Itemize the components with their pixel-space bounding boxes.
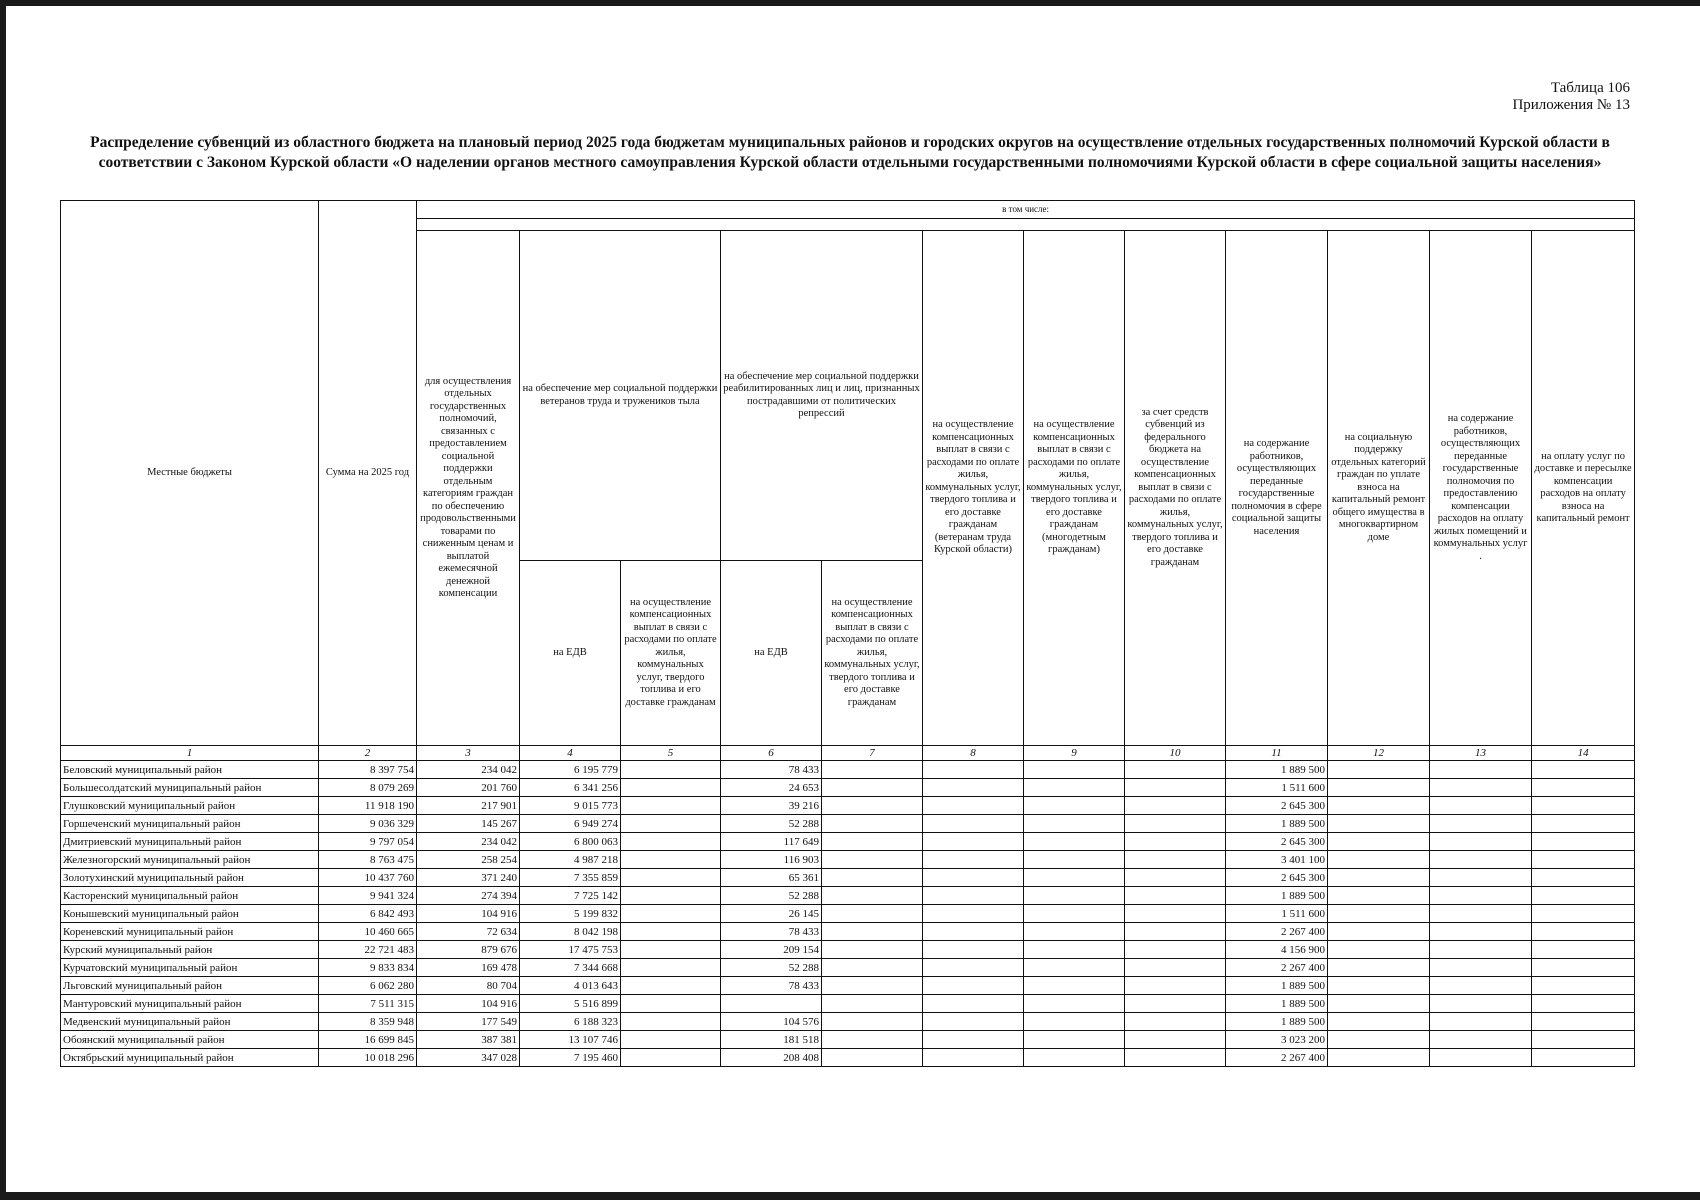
municipality-name: Мантуровский муниципальный район (61, 995, 319, 1013)
cell-col4: 7 725 142 (520, 887, 621, 905)
cell-col10 (1125, 995, 1226, 1013)
cell-col4: 5 199 832 (520, 905, 621, 923)
cell-col13 (1430, 779, 1532, 797)
cell-col14 (1532, 851, 1635, 869)
cell-col14 (1532, 797, 1635, 815)
header-col8: на осуществление компенсационных выплат в связи с расходами по оплате жилья, коммунальных услуг, твердого топлива и его доставке гражданам (ветеранам труда Курской области) (923, 231, 1024, 746)
cell-col5 (621, 869, 721, 887)
municipality-name: Глушковский муниципальный район (61, 797, 319, 815)
cell-col9 (1024, 761, 1125, 779)
cell-col8 (923, 923, 1024, 941)
cell-col11: 2 645 300 (1226, 869, 1328, 887)
table-row (61, 977, 1635, 995)
cell-col14 (1532, 1013, 1635, 1031)
column-number-row (61, 746, 1635, 761)
cell-col11: 1 889 500 (1226, 887, 1328, 905)
column-number: 3 (417, 746, 520, 761)
header-col7-housing-comp: на осуществление компенсационных выплат в связи с расходами по оплате жилья, коммунальных услуг, твердого топлива и его доставке гражданам (822, 561, 923, 746)
cell-col11: 1 889 500 (1226, 1013, 1328, 1031)
cell-col6: 209 154 (721, 941, 822, 959)
cell-col3: 879 676 (417, 941, 520, 959)
cell-col5 (621, 1031, 721, 1049)
cell-col8 (923, 833, 1024, 851)
cell-col9 (1024, 797, 1125, 815)
cell-col8 (923, 815, 1024, 833)
header-veterans-support: на обеспечение мер социальной поддержки ветеранов труда и тружеников тыла (520, 231, 721, 561)
column-number: 1 (61, 746, 319, 761)
cell-col2: 6 062 280 (319, 977, 417, 995)
cell-col9 (1024, 815, 1125, 833)
cell-col3: 145 267 (417, 815, 520, 833)
municipality-name: Курчатовский муниципальный район (61, 959, 319, 977)
cell-col10 (1125, 959, 1226, 977)
cell-col10 (1125, 887, 1226, 905)
column-number: 6 (721, 746, 822, 761)
cell-col13 (1430, 833, 1532, 851)
cell-col6: 52 288 (721, 959, 822, 977)
cell-col3: 217 901 (417, 797, 520, 815)
cell-col12 (1328, 797, 1430, 815)
cell-col4: 4 013 643 (520, 977, 621, 995)
header-col5-housing-comp: на осуществление компенсационных выплат в связи с расходами по оплате жилья, коммунальных услуг, твердого топлива и его доставке гражданам (621, 561, 721, 746)
cell-col2: 9 941 324 (319, 887, 417, 905)
cell-col7 (822, 1013, 923, 1031)
cell-col10 (1125, 869, 1226, 887)
cell-col9 (1024, 1049, 1125, 1067)
cell-col10 (1125, 977, 1226, 995)
cell-col9 (1024, 995, 1125, 1013)
header-col9: на осуществление компенсационных выплат в связи с расходами по оплате жилья, коммунальных услуг, твердого топлива и его доставке гражданам (многодетным гражданам) (1024, 231, 1125, 746)
cell-col12 (1328, 1013, 1430, 1031)
header-col13: на содержание работников, осуществляющих переданные государственные полномочия по предоставлению компенсации расходов на оплату жилых помещений и коммунальных услуг . (1430, 231, 1532, 746)
cell-col5 (621, 761, 721, 779)
cell-col13 (1430, 887, 1532, 905)
column-number: 9 (1024, 746, 1125, 761)
cell-col13 (1430, 1049, 1532, 1067)
cell-col13 (1430, 761, 1532, 779)
cell-col10 (1125, 1049, 1226, 1067)
cell-col2: 8 359 948 (319, 1013, 417, 1031)
appendix-number: Приложения № 13 (1512, 97, 1630, 113)
column-number: 2 (319, 746, 417, 761)
cell-col12 (1328, 959, 1430, 977)
cell-col5 (621, 959, 721, 977)
cell-col10 (1125, 797, 1226, 815)
cell-col2: 8 763 475 (319, 851, 417, 869)
cell-col5 (621, 887, 721, 905)
cell-col2: 10 437 760 (319, 869, 417, 887)
column-number: 4 (520, 746, 621, 761)
cell-col7 (822, 977, 923, 995)
cell-col7 (822, 869, 923, 887)
cell-col3: 387 381 (417, 1031, 520, 1049)
cell-col13 (1430, 923, 1532, 941)
cell-col8 (923, 1049, 1024, 1067)
cell-col6: 104 576 (721, 1013, 822, 1031)
cell-col13 (1430, 797, 1532, 815)
header-col11: на содержание работников, осуществляющих переданные государственные полномочия в сфере социальной защиты населения (1226, 231, 1328, 746)
municipality-name: Кореневский муниципальный район (61, 923, 319, 941)
column-number: 14 (1532, 746, 1635, 761)
cell-col8 (923, 797, 1024, 815)
scan-border-top (0, 0, 1700, 6)
cell-col7 (822, 761, 923, 779)
cell-col8 (923, 779, 1024, 797)
cell-col12 (1328, 887, 1430, 905)
cell-col4: 6 949 274 (520, 815, 621, 833)
cell-col2: 8 079 269 (319, 779, 417, 797)
cell-col7 (822, 941, 923, 959)
cell-col14 (1532, 815, 1635, 833)
cell-col4: 9 015 773 (520, 797, 621, 815)
table-row (61, 959, 1635, 977)
cell-col11: 4 156 900 (1226, 941, 1328, 959)
cell-col14 (1532, 833, 1635, 851)
cell-col3: 234 042 (417, 833, 520, 851)
header-col6-edv: на ЕДВ (721, 561, 822, 746)
cell-col10 (1125, 923, 1226, 941)
municipality-name: Октябрьский муниципальный район (61, 1049, 319, 1067)
cell-col11: 3 023 200 (1226, 1031, 1328, 1049)
cell-col4: 6 800 063 (520, 833, 621, 851)
cell-col10 (1125, 779, 1226, 797)
cell-col14 (1532, 959, 1635, 977)
cell-col11: 1 511 600 (1226, 779, 1328, 797)
cell-col9 (1024, 941, 1125, 959)
cell-col3: 104 916 (417, 905, 520, 923)
cell-col9 (1024, 869, 1125, 887)
municipality-name: Железногорский муниципальный район (61, 851, 319, 869)
cell-col13 (1430, 977, 1532, 995)
cell-col10 (1125, 851, 1226, 869)
cell-col5 (621, 941, 721, 959)
cell-col7 (822, 1049, 923, 1067)
cell-col4: 6 188 323 (520, 1013, 621, 1031)
cell-col5 (621, 851, 721, 869)
table-body (61, 761, 1635, 1067)
scan-border-left (0, 0, 6, 1200)
cell-col6: 52 288 (721, 815, 822, 833)
cell-col7 (822, 851, 923, 869)
cell-col13 (1430, 815, 1532, 833)
cell-col3: 347 028 (417, 1049, 520, 1067)
cell-col10 (1125, 815, 1226, 833)
cell-col11: 2 267 400 (1226, 1049, 1328, 1067)
cell-col5 (621, 923, 721, 941)
cell-col8 (923, 905, 1024, 923)
cell-col8 (923, 761, 1024, 779)
cell-col3: 258 254 (417, 851, 520, 869)
municipality-name: Касторенский муниципальный район (61, 887, 319, 905)
cell-col12 (1328, 941, 1430, 959)
cell-col7 (822, 815, 923, 833)
table-reference (1512, 80, 1630, 114)
cell-col6: 116 903 (721, 851, 822, 869)
cell-col13 (1430, 959, 1532, 977)
cell-col9 (1024, 977, 1125, 995)
cell-col9 (1024, 779, 1125, 797)
cell-col2: 16 699 845 (319, 1031, 417, 1049)
cell-col6: 52 288 (721, 887, 822, 905)
cell-col5 (621, 779, 721, 797)
cell-col14 (1532, 779, 1635, 797)
cell-col7 (822, 1031, 923, 1049)
cell-col5 (621, 815, 721, 833)
cell-col14 (1532, 761, 1635, 779)
cell-col11: 1 889 500 (1226, 995, 1328, 1013)
municipality-name: Горшеченский муниципальный район (61, 815, 319, 833)
cell-col3: 72 634 (417, 923, 520, 941)
cell-col5 (621, 1049, 721, 1067)
column-number: 7 (822, 746, 923, 761)
cell-col2: 11 918 190 (319, 797, 417, 815)
cell-col5 (621, 995, 721, 1013)
cell-col8 (923, 941, 1024, 959)
table-row (61, 1013, 1635, 1031)
header-repressed-support: на обеспечение мер социальной поддержки реабилитированных лиц и лиц, признанных пострадавшими от политических репрессий (721, 231, 923, 561)
cell-col4: 6 341 256 (520, 779, 621, 797)
municipality-name: Курский муниципальный район (61, 941, 319, 959)
column-number: 12 (1328, 746, 1430, 761)
cell-col2: 10 018 296 (319, 1049, 417, 1067)
cell-col7 (822, 905, 923, 923)
column-number: 5 (621, 746, 721, 761)
cell-col12 (1328, 977, 1430, 995)
cell-col14 (1532, 923, 1635, 941)
cell-col10 (1125, 1013, 1226, 1031)
header-col12: на социальную поддержку отдельных категорий граждан по уплате взноса на капитальный ремонт общего имущества в многоквартирном доме (1328, 231, 1430, 746)
cell-col4: 7 344 668 (520, 959, 621, 977)
cell-col12 (1328, 995, 1430, 1013)
cell-col3: 274 394 (417, 887, 520, 905)
column-number: 10 (1125, 746, 1226, 761)
cell-col3: 201 760 (417, 779, 520, 797)
cell-col2: 8 397 754 (319, 761, 417, 779)
municipality-name: Дмитриевский муниципальный район (61, 833, 319, 851)
cell-col2: 10 460 665 (319, 923, 417, 941)
cell-col12 (1328, 1031, 1430, 1049)
cell-col14 (1532, 869, 1635, 887)
cell-col14 (1532, 1049, 1635, 1067)
cell-col6: 78 433 (721, 761, 822, 779)
document-title: Распределение субвенций из областного бюджета на плановый период 2025 года бюджетам муниципальных районов и городских округов на осуществление отдельных государственных полномочий Курской области в соответствии с Законом Курской области «О наделении органов местного самоуправления Курской области отдельными государственными полномочиями Курской области в сфере социальной защиты населения» (90, 134, 1610, 171)
cell-col14 (1532, 887, 1635, 905)
municipality-name: Беловский муниципальный район (61, 761, 319, 779)
cell-col9 (1024, 851, 1125, 869)
cell-col4: 7 355 859 (520, 869, 621, 887)
header-spacer (417, 219, 1635, 231)
cell-col3: 177 549 (417, 1013, 520, 1031)
cell-col9 (1024, 887, 1125, 905)
cell-col11: 3 401 100 (1226, 851, 1328, 869)
cell-col7 (822, 995, 923, 1013)
table-row (61, 761, 1635, 779)
cell-col4: 8 042 198 (520, 923, 621, 941)
cell-col8 (923, 1031, 1024, 1049)
cell-col9 (1024, 905, 1125, 923)
cell-col7 (822, 779, 923, 797)
table-row (61, 869, 1635, 887)
cell-col6: 39 216 (721, 797, 822, 815)
cell-col5 (621, 1013, 721, 1031)
municipality-name: Конышевский муниципальный район (61, 905, 319, 923)
cell-col8 (923, 851, 1024, 869)
cell-col10 (1125, 761, 1226, 779)
scan-border-bottom (0, 1192, 1700, 1200)
cell-col4: 6 195 779 (520, 761, 621, 779)
header-local-budgets: Местные бюджеты (61, 201, 319, 746)
cell-col9 (1024, 1031, 1125, 1049)
cell-col3: 371 240 (417, 869, 520, 887)
cell-col6: 26 145 (721, 905, 822, 923)
cell-col12 (1328, 869, 1430, 887)
cell-col6: 208 408 (721, 1049, 822, 1067)
cell-col5 (621, 797, 721, 815)
cell-col8 (923, 995, 1024, 1013)
cell-col9 (1024, 1013, 1125, 1031)
municipality-name: Медвенский муниципальный район (61, 1013, 319, 1031)
cell-col3: 169 478 (417, 959, 520, 977)
column-number: 8 (923, 746, 1024, 761)
cell-col2: 7 511 315 (319, 995, 417, 1013)
cell-col3: 234 042 (417, 761, 520, 779)
cell-col14 (1532, 977, 1635, 995)
table-row (61, 905, 1635, 923)
cell-col3: 80 704 (417, 977, 520, 995)
cell-col12 (1328, 923, 1430, 941)
cell-col2: 9 036 329 (319, 815, 417, 833)
cell-col5 (621, 977, 721, 995)
cell-col14 (1532, 995, 1635, 1013)
cell-col12 (1328, 761, 1430, 779)
cell-col3: 104 916 (417, 995, 520, 1013)
cell-col10 (1125, 905, 1226, 923)
cell-col4: 7 195 460 (520, 1049, 621, 1067)
table-row (61, 995, 1635, 1013)
subsidy-table (60, 200, 1635, 1067)
table-row (61, 1049, 1635, 1067)
table-row (61, 779, 1635, 797)
cell-col7 (822, 833, 923, 851)
cell-col2: 9 797 054 (319, 833, 417, 851)
cell-col5 (621, 833, 721, 851)
cell-col6: 24 653 (721, 779, 822, 797)
cell-col11: 1 889 500 (1226, 815, 1328, 833)
cell-col13 (1430, 851, 1532, 869)
cell-col11: 1 511 600 (1226, 905, 1328, 923)
header-col4-edv: на ЕДВ (520, 561, 621, 746)
cell-col12 (1328, 815, 1430, 833)
cell-col12 (1328, 905, 1430, 923)
cell-col4: 13 107 746 (520, 1031, 621, 1049)
header-including: в том числе: (417, 201, 1635, 219)
cell-col9 (1024, 833, 1125, 851)
municipality-name: Льговский муниципальный район (61, 977, 319, 995)
header-col3-food-compensation: для осуществления отдельных государственных полномочий, связанных с предоставлением социальной поддержки отдельным категориям граждан по обеспечению продовольственными товарами по сниженным ценам и выплатой ежемесячной денежной компенсации (417, 231, 520, 746)
cell-col4: 17 475 753 (520, 941, 621, 959)
cell-col11: 2 267 400 (1226, 923, 1328, 941)
cell-col2: 9 833 834 (319, 959, 417, 977)
municipality-name: Обоянский муниципальный район (61, 1031, 319, 1049)
cell-col6 (721, 995, 822, 1013)
table-row (61, 887, 1635, 905)
cell-col8 (923, 1013, 1024, 1031)
cell-col9 (1024, 923, 1125, 941)
cell-col11: 2 267 400 (1226, 959, 1328, 977)
table-row (61, 1031, 1635, 1049)
table-row (61, 797, 1635, 815)
cell-col12 (1328, 1049, 1430, 1067)
cell-col6: 181 518 (721, 1031, 822, 1049)
cell-col6: 117 649 (721, 833, 822, 851)
cell-col7 (822, 797, 923, 815)
cell-col6: 78 433 (721, 923, 822, 941)
cell-col12 (1328, 779, 1430, 797)
table-row (61, 815, 1635, 833)
cell-col13 (1430, 869, 1532, 887)
cell-col12 (1328, 851, 1430, 869)
header-sum-2025: Сумма на 2025 год (319, 201, 417, 746)
cell-col4: 4 987 218 (520, 851, 621, 869)
cell-col11: 2 645 300 (1226, 833, 1328, 851)
municipality-name: Золотухинский муниципальный район (61, 869, 319, 887)
cell-col14 (1532, 905, 1635, 923)
header-col14: на оплату услуг по доставке и пересылке компенсации расходов на оплату взноса на капитальный ремонт (1532, 231, 1635, 746)
cell-col13 (1430, 1031, 1532, 1049)
cell-col13 (1430, 1013, 1532, 1031)
cell-col6: 65 361 (721, 869, 822, 887)
cell-col13 (1430, 905, 1532, 923)
cell-col4: 5 516 899 (520, 995, 621, 1013)
cell-col7 (822, 959, 923, 977)
cell-col6: 78 433 (721, 977, 822, 995)
header-col10: за счет средств субвенций из федерального бюджета на осуществление компенсационных выплат в связи с расходами по оплате жилья, коммунальных услуг, твердого топлива и его доставке гражданам (1125, 231, 1226, 746)
table-row (61, 851, 1635, 869)
column-number: 13 (1430, 746, 1532, 761)
cell-col10 (1125, 1031, 1226, 1049)
cell-col8 (923, 887, 1024, 905)
table-row (61, 941, 1635, 959)
cell-col13 (1430, 995, 1532, 1013)
column-number: 11 (1226, 746, 1328, 761)
table-number: Таблица 106 (1550, 80, 1630, 96)
cell-col8 (923, 977, 1024, 995)
cell-col10 (1125, 941, 1226, 959)
cell-col5 (621, 905, 721, 923)
cell-col2: 6 842 493 (319, 905, 417, 923)
cell-col14 (1532, 1031, 1635, 1049)
table-row (61, 833, 1635, 851)
cell-col12 (1328, 833, 1430, 851)
municipality-name: Большесолдатский муниципальный район (61, 779, 319, 797)
cell-col10 (1125, 833, 1226, 851)
cell-col9 (1024, 959, 1125, 977)
cell-col7 (822, 923, 923, 941)
cell-col11: 2 645 300 (1226, 797, 1328, 815)
cell-col11: 1 889 500 (1226, 761, 1328, 779)
table-row (61, 923, 1635, 941)
cell-col11: 1 889 500 (1226, 977, 1328, 995)
cell-col7 (822, 887, 923, 905)
cell-col13 (1430, 941, 1532, 959)
cell-col8 (923, 869, 1024, 887)
cell-col14 (1532, 941, 1635, 959)
cell-col2: 22 721 483 (319, 941, 417, 959)
cell-col8 (923, 959, 1024, 977)
